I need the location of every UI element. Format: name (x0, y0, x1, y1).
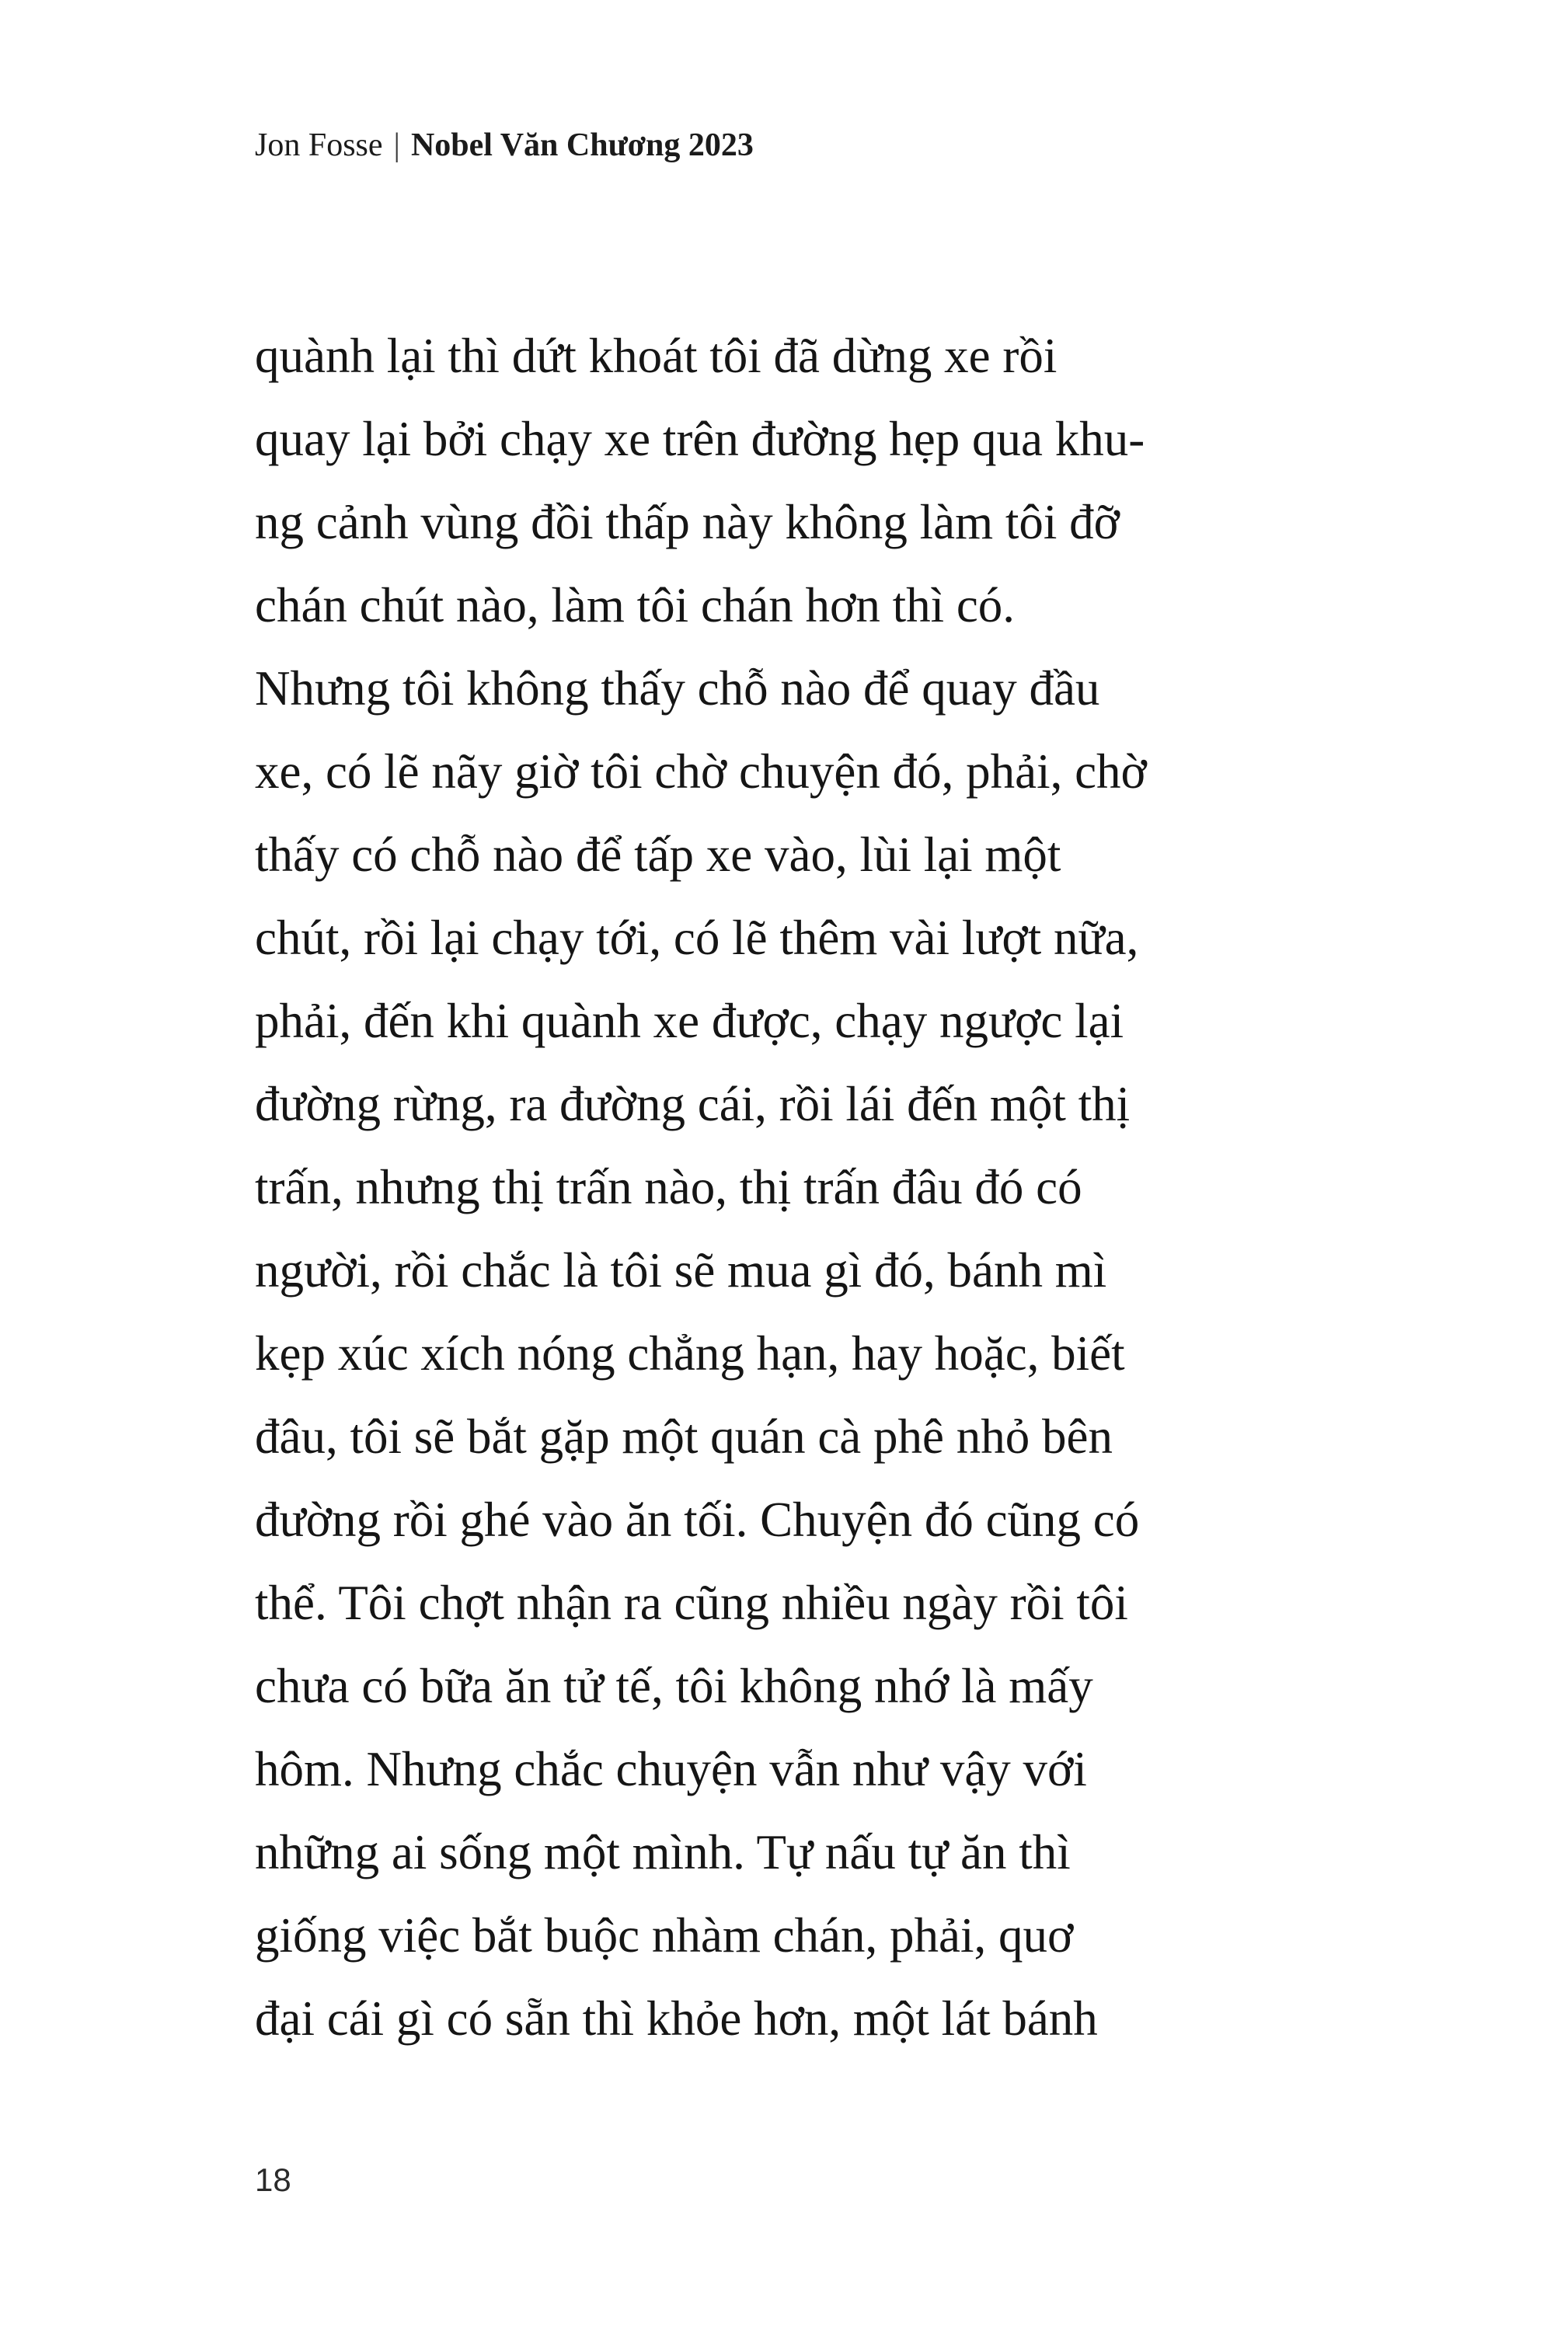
text-line: chán chút nào, làm tôi chán hơn thì có. (255, 578, 1016, 632)
text-line: xe, có lẽ nãy giờ tôi chờ chuyện đó, phải, chờ (255, 744, 1147, 799)
text-line: đường rừng, ra đường cái, rồi lái đến một thị (255, 1077, 1131, 1131)
text-line: chút, rồi lại chạy tới, có lẽ thêm vài lượt nữa, (255, 911, 1139, 965)
running-header (255, 126, 1355, 165)
text-line: đại cái gì có sẵn thì khỏe hơn, một lát bánh (255, 1991, 1098, 2046)
text-line: phải, đến khi quành xe được, chạy ngược lại (255, 994, 1124, 1048)
text-line: giống việc bắt buộc nhàm chán, phải, quơ (255, 1908, 1074, 1963)
text-line: thể. Tôi chợt nhận ra cũng nhiều ngày rồi tôi (255, 1576, 1128, 1630)
text-line: người, rồi chắc là tôi sẽ mua gì đó, bánh mì (255, 1243, 1107, 1298)
text-line: đâu, tôi sẽ bắt gặp một quán cà phê nhỏ bên (255, 1409, 1113, 1464)
text-line: trấn, nhưng thị trấn nào, thị trấn đâu đó có (255, 1160, 1082, 1214)
text-line: thấy có chỗ nào để tấp xe vào, lùi lại một (255, 827, 1061, 882)
text-line: kẹp xúc xích nóng chẳng hạn, hay hoặc, biết (255, 1326, 1125, 1381)
text-line: Nhưng tôi không thấy chỗ nào để quay đầu (255, 661, 1100, 716)
text-line: đường rồi ghé vào ăn tối. Chuyện đó cũng có (255, 1493, 1140, 1547)
page-number: 18 (255, 2162, 291, 2198)
text-line: quành lại thì dứt khoát tôi đã dừng xe rồi (255, 329, 1058, 383)
text-line: chưa có bữa ăn tử tế, tôi không nhớ là mấy (255, 1659, 1093, 1713)
header-author: Jon Fosse (255, 127, 383, 163)
text-line: ng cảnh vùng đồi thấp này không làm tôi đỡ (255, 495, 1120, 549)
body-text-block (255, 315, 1355, 2061)
header-separator: | (393, 127, 400, 163)
text-line: quay lại bởi chạy xe trên đường hẹp qua khu- (255, 412, 1145, 466)
header-book-title: Nobel Văn Chương 2023 (410, 127, 754, 163)
text-line: hôm. Nhưng chắc chuyện vẫn như vậy với (255, 1742, 1087, 1796)
text-line: những ai sống một mình. Tự nấu tự ăn thì (255, 1825, 1071, 1879)
